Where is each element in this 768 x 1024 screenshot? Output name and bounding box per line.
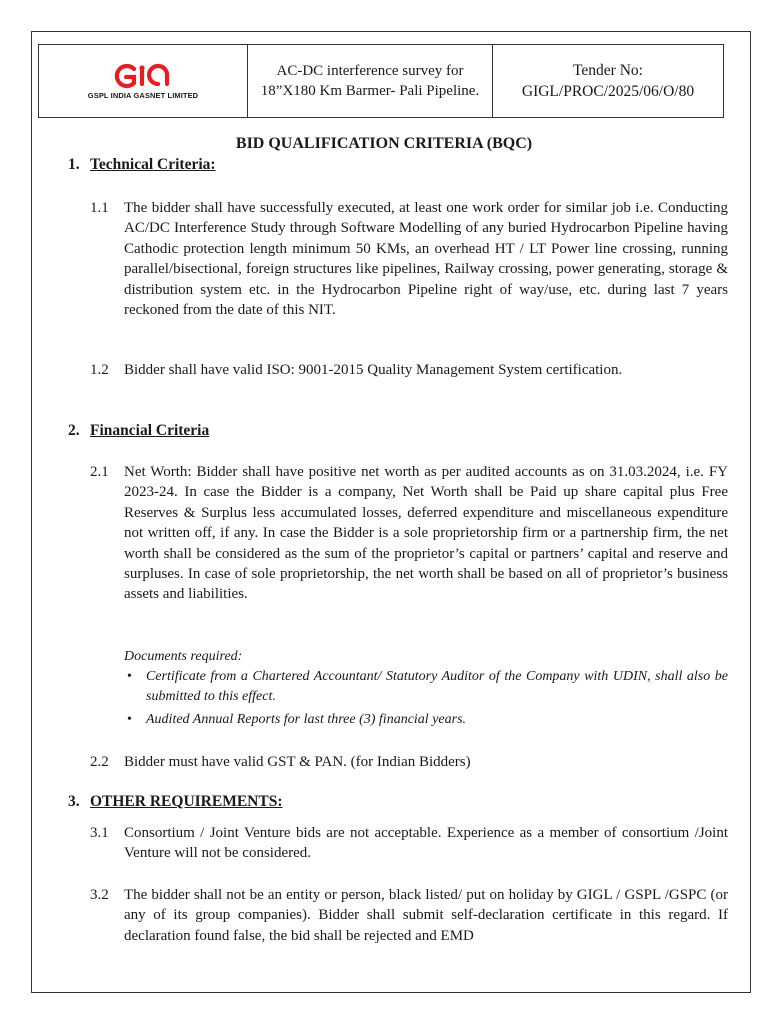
bullet-icon: • — [127, 669, 132, 684]
criterion-text: The bidder shall have successfully executed, at least one work order for similar job i.e. Conducting AC/DC Interference Study through Software Modelling of any buried Hydrocarbon Pipeline having Cathodic protection length minimum 50 KMs, an overhead HT / LT Power line crossing, running parallel/bisectional, foreign structures like pipelines, Railway crossing, power generating, storage & distribution system etc. in the Hydrocarbon Pipeline right of way/use, etc. during last 7 years reckoned from the date of this NIT. — [124, 200, 728, 319]
criterion-3-1 — [90, 823, 728, 864]
tender-number: GIGL/PROC/2025/06/O/80 — [521, 83, 695, 100]
documents-label: Documents required: — [124, 649, 243, 664]
criterion-text: Net Worth: Bidder shall have positive net worth as per audited accounts as on 31.03.2024, i.e. FY 2023-24. In case the Bidder is a company, Net Worth shall be Paid up share capital plus Free Reserves & Surplus less accumulated losses, deferred expenditure and miscellaneous expenditure not written off, if any. In case the Bidder is a sole proprietorship firm or a partnership firm, the net worth shall be considered as the sum of the proprietor’s capital or partners’ capital and reserve and surpluses. In case of sole proprietorship, the net worth shall be based on all of proprietor’s business assets and liabilities. — [124, 464, 728, 603]
bullet-icon: • — [127, 712, 132, 727]
document-title: BID QUALIFICATION CRITERIA (BQC) — [235, 135, 533, 152]
criterion-number: 2.2 — [90, 754, 109, 770]
section-title: OTHER REQUIREMENTS: — [90, 793, 283, 810]
survey-title: AC-DC interference survey for 18”X180 Km Barmer- Pali Pipeline. — [260, 63, 480, 99]
gigl-logo-icon — [111, 63, 175, 89]
company-logo-cell — [39, 45, 248, 117]
criterion-number: 1.2 — [90, 362, 109, 378]
tender-label: Tender No: — [573, 62, 643, 79]
section-title: Technical Criteria: — [90, 156, 216, 173]
header-table — [38, 44, 724, 118]
criterion-text: Bidder must have valid GST & PAN. (for Indian Bidders) — [124, 754, 471, 770]
section-number: 1. — [68, 156, 80, 173]
criterion-2-2 — [90, 752, 728, 772]
survey-title-cell — [248, 45, 493, 117]
criterion-number: 1.1 — [90, 200, 109, 216]
criterion-3-2 — [90, 885, 728, 946]
criterion-number: 3.2 — [90, 887, 109, 903]
documents-required — [124, 647, 728, 730]
document-bullet — [124, 667, 728, 707]
criterion-number: 3.1 — [90, 825, 109, 841]
criterion-text: Consortium / Joint Venture bids are not acceptable. Experience as a member of consortium /Joint Venture will not be considered. — [124, 825, 728, 862]
section-title: Financial Criteria — [90, 422, 210, 439]
document-bullet-text: Certificate from a Chartered Accountant/ Statutory Auditor of the Company with UDIN, shall also be submitted to this effect. — [146, 669, 728, 704]
section-number: 3. — [68, 793, 80, 810]
document-bullet-text: Audited Annual Reports for last three (3) financial years. — [146, 712, 467, 727]
criterion-1-1 — [90, 198, 728, 320]
document-bullet — [124, 710, 728, 730]
criterion-text: The bidder shall not be an entity or person, black listed/ put on holiday by GIGL / GSPL /GSPC (or any of its group companies). Bidder shall submit self-declaration certificate in this regard. If declaration found false, the bid shall be rejected and EMD — [124, 887, 728, 944]
criterion-number: 2.1 — [90, 464, 109, 480]
tender-cell — [493, 45, 723, 117]
criterion-2-1 — [90, 462, 728, 605]
criterion-1-2 — [90, 360, 728, 380]
company-name-text: GSPL INDIA GASNET LIMITED — [87, 90, 199, 100]
criterion-text: Bidder shall have valid ISO: 9001-2015 Quality Management System certification. — [124, 362, 623, 378]
section-number: 2. — [68, 422, 80, 439]
